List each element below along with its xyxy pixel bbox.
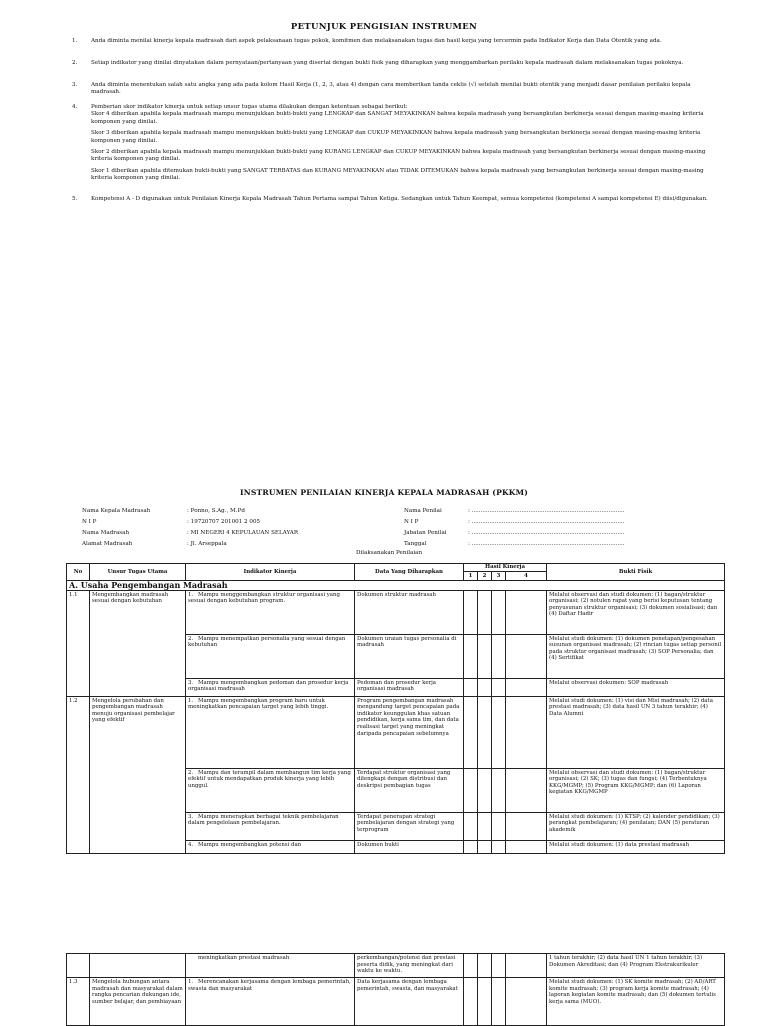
instruction-number: 5. [72, 196, 78, 202]
meta-row: Jabatan Penilai : ...................................................................................... [404, 530, 625, 536]
row-indikator: meningkatkan prestasi madrasah [186, 954, 355, 978]
row-bukti: Melalui observasi dan studi dokumen: (1) bagan/struktur organisasi; (2) SK; (3) tugas dan fungsi; (4) Terbentuknya KKG/MGMP; (5) Program KKG/MGMP; dan (6) Laporan kegiatan KKG/MGMP [547, 768, 725, 812]
score-cell-4[interactable] [506, 978, 547, 1026]
score-cell-4[interactable] [506, 590, 547, 634]
instruction-number: 1. [72, 38, 78, 44]
row-data: Dokumen struktur madrasah [355, 590, 464, 634]
row-indikator: 3. Mampu menerapkan berbagai teknik pembelajaran dalam pengelolaan pembelajaran. [186, 812, 355, 840]
score-cell-3[interactable] [492, 840, 506, 853]
instruction-item-3 [72, 82, 722, 97]
score-cell-4[interactable] [506, 696, 547, 768]
row-bukti: Melalui studi dokumen: (1) SK komite madrasah; (2) AD/ART komite madrasah; (3) program kerja komite madrasah; (4) laporan kegiatan komite madrasah; dan (5) dokumen tertulis kerja sama (MUO). [547, 978, 725, 1026]
section-row [67, 581, 725, 591]
score-4-text: Skor 4 diberikan apabila kepala madrasah mampu menunjukkan bukti-bukti yang LENGKAP dan SANGAT MEYAKINKAN bahwa kepala madrasah yang bersangkutan berkinerja sesuai dengan masing-masing kriteria komponen yang dinilai. [91, 111, 704, 125]
score-cell-3[interactable] [492, 978, 506, 1026]
assessment-title: INSTRUMEN PENILAIAN KINERJA KEPALA MADRASAH (PKKM) [239, 488, 528, 497]
score-col-2: 2 [478, 572, 492, 581]
instruction-number: 3. [72, 82, 78, 88]
instruction-item-1 [72, 38, 722, 45]
row-number: 1.3 [67, 978, 90, 1026]
meta-row: Alamat Madrasah : Jl. Arseppala [82, 541, 227, 547]
row-indikator: 2. Mampu dan terampil dalam membangun tim kerja yang efektif untuk mendapatkan produk kinerja yang lebih unggul. [186, 768, 355, 812]
table-header-row [67, 564, 725, 572]
row-data: Pedoman dan prosedur kerja organisasi madrasah [355, 678, 464, 696]
meta-row: Nama Kepala Madrasah : Ponno, S.Ag., M.Pd [82, 508, 245, 514]
row-unsur: Mengelola hubungan antara madrasah dan masyarakat dalam rangka pencarian dukungan ide, sumber belajar, dan pembiayaan [90, 978, 186, 1026]
col-header-unsur: Unsur Tugas Utama [90, 564, 186, 581]
score-cell-3[interactable] [492, 768, 506, 812]
col-header-data: Data Yang Diharapkan [355, 564, 464, 581]
instruction-text: Kompetensi A - D digunakan untuk Penilaian Kinerja Kepala Madrasah Tahun Pertama sampai Tahun Ketiga. Sedangkan untuk Tahun Keempat, semua kompetensi (kompetensi A sampai kompetensi E) diisi/digunakan. [91, 196, 708, 202]
row-unsur: Mengembangkan madrasah sesuai dengan kebutuhan [90, 590, 186, 696]
score-cell-1[interactable] [464, 696, 478, 768]
score-cell-4[interactable] [506, 840, 547, 853]
instruction-number: 4. [72, 104, 78, 110]
instructions-title: PETUNJUK PENGISIAN INSTRUMEN [290, 22, 478, 32]
score-cell-2[interactable] [478, 840, 492, 853]
row-data: Terdapat penerapan strategi pembelajaran dengan strategi yang terprogram [355, 812, 464, 840]
row-bukti: Melalui observasi dan studi dokumen: (1) bagan/struktur organisasi; (2) notulen rapat yang berisi keputusan tentang penyusunan struktur organisasi; (3) dokumen sosialisasi; dan (4) Daftar Hadir [547, 590, 725, 634]
row-bukti: Melalui studi dokumen: (1) dokumen penetapan/pengesahan susunan organisasi madrasah; (2) rincian tugas setiap personil pada struktur organisasi madrasah; (3) SOP Personalia; dan (4) Sertifikat [547, 634, 725, 678]
score-cell-1[interactable] [464, 954, 478, 978]
row-bukti: Melalui studi dokumen: (1) data prestasi madrasah [547, 840, 725, 853]
score-col-1: 1 [464, 572, 478, 581]
score-cell-4[interactable] [506, 678, 547, 696]
score-cell-1[interactable] [464, 678, 478, 696]
score-cell-3[interactable] [492, 954, 506, 978]
col-header-bukti: Bukti Fisik [547, 564, 725, 581]
table-row [67, 696, 725, 768]
col-header-no: No [67, 564, 90, 581]
row-indikator: 3. Mampu mengembangkan pedoman dan prosedur kerja organisasi madrasah [186, 678, 355, 696]
table-row [67, 978, 725, 1026]
col-header-hasil: Hasil Kinerja [464, 564, 547, 572]
row-number: 1.1 [67, 590, 90, 696]
instruction-text: Pemberian skor indikator kinerja untuk setiap unsur tugas utama dilakukan dengan ketentuan sebagai berikut: [91, 104, 408, 110]
score-3-text: Skor 3 diberikan apabila kepala madrasah mampu menunjukkan bukti-bukti yang LENGKAP dan CUKUP MEYAKINKAN bahwa kepala madrasah yang bersangkutan berkinerja sesuai dengan masing-masing kriteria komponen yang dinilai. [91, 130, 701, 144]
row-bukti: Melalui studi dokumen: (1) visi dan Misi madrasah; (2) data prestasi madrasah; (3) data hasil UN 3 tahun terakhir; (4) Data Alumni [547, 696, 725, 768]
score-cell-4[interactable] [506, 954, 547, 978]
score-cell-1[interactable] [464, 634, 478, 678]
score-cell-2[interactable] [478, 590, 492, 634]
score-cell-2[interactable] [478, 678, 492, 696]
score-cell-3[interactable] [492, 812, 506, 840]
row-data: Dokumen uraian tugas personalia di madrasah [355, 634, 464, 678]
score-cell-4[interactable] [506, 634, 547, 678]
instruction-item-2 [72, 60, 722, 67]
row-data: Terdapat struktur organisasi yang dilengkapi dengan distribusi dan deskripsi pembagian tugas [355, 768, 464, 812]
assessment-table [66, 563, 725, 854]
row-number: 1.2 [67, 696, 90, 853]
score-1-text: Skor 1 diberikan apabila ditemukan bukti-bukti yang SANGAT TERBATAS dan KURANG MEYAKINKAN atau TIDAK DITEMUKAN bahwa kepala madrasah yang bersangkutan berkinerja sesuai dengan masing-masing kriteria komponen yang dinilai. [91, 167, 704, 182]
score-cell-1[interactable] [464, 978, 478, 1026]
instruction-text: Setiap indikator yang dinilai dinyatakan dalam pernyataan/pertanyaan yang disertai dengan bukti fisik yang diharapkan yang menggambarkan perilaku kepala madrasah dalam melaksanakan tugas pokoknya. [91, 60, 684, 66]
instruction-text: Anda diminta menentukan salah satu angka yang ada pada kolom Hasil Kerja (1, 2, 3, atau 4) dengan cara memberikan tanda ceklis (√) setelah menilai bukti otentik yang menjadi dasar penilaian perilaku kepala madrasah. [91, 82, 691, 96]
row-bukti: Melalui observasi dokumen: SOP madrasah [547, 678, 725, 696]
score-cell-4[interactable] [506, 768, 547, 812]
score-cell-2[interactable] [478, 768, 492, 812]
score-cell-4[interactable] [506, 812, 547, 840]
meta-row: Tanggal : ...................................................................................... [404, 541, 625, 547]
score-cell-3[interactable] [492, 634, 506, 678]
score-2-text: Skor 2 diberikan apabila kepala madrasah mampu menunjukkan bukti-bukti yang KURANG LENGKAP dan CUKUP MEYAKINKAN bahwa kepala madrasah yang bersangkutan berkinerja sesuai dengan masing-masing kriteria komponen yang dinilai. [91, 149, 706, 163]
score-cell-2[interactable] [478, 696, 492, 768]
row-unsur: Mengelola perubahan dan pengembangan madrasah menuju organisasi pembelajar yang efektif [90, 696, 186, 853]
table-row [67, 590, 725, 634]
meta-row: Nama Penilai : ...................................................................................... [404, 508, 625, 514]
principal-meta [82, 508, 298, 548]
instruction-number: 2. [72, 60, 78, 66]
row-data: Program pengembangan madrasah mengandung target pencapaian pada indikator keunggulan khas satuan pendidikan, kerja sama tim, dan data realisasi target yang meningkat daripada pencapaian sebelumnya [355, 696, 464, 768]
score-cell-1[interactable] [464, 840, 478, 853]
score-col-4: 4 [506, 572, 547, 581]
section-a-heading: A. Usaha Pengembangan Madrasah [67, 581, 725, 591]
row-indikator: 1. Merencanakan kerjasama dengan lembaga pemerintah, swasta dan masyarakat [186, 978, 355, 1026]
row-indikator: 2. Mampu menempatkan personalia yang sesuai dengan kebutuhan [186, 634, 355, 678]
meta-row: N I P : ...................................................................................... [404, 519, 625, 525]
score-cell-3[interactable] [492, 696, 506, 768]
instruction-item-5 [72, 196, 722, 203]
row-bukti: Melalui studi dokumen: (1) KTSP; (2) kalender pendidikan; (3) perangkat pembelajaran; (4) penilaian; DAN (5) peraturan akademik [547, 812, 725, 840]
assessment-date-label: Dilaksanakan Penilaian [356, 550, 423, 556]
row-bukti: 1 tahun terakhir; (2) data hasil UN 1 tahun terakhir; (3) Dokumen Akreditasi; dan (4) Program Ekstrakurikuler [547, 954, 725, 978]
score-col-3: 3 [492, 572, 506, 581]
score-cell-2[interactable] [478, 812, 492, 840]
instruction-item-4 [72, 104, 722, 187]
score-cell-2[interactable] [478, 634, 492, 678]
row-data: Dokumen bukti [355, 840, 464, 853]
score-cell-1[interactable] [464, 768, 478, 812]
score-cell-2[interactable] [478, 954, 492, 978]
score-cell-3[interactable] [492, 678, 506, 696]
assessment-table-continued [66, 953, 725, 1026]
row-indikator: 1. Mampu mengembangkan program baru untuk meningkatkan pencapaian target yang lebih tinggi. [186, 696, 355, 768]
score-cell-2[interactable] [478, 978, 492, 1026]
score-cell-1[interactable] [464, 812, 478, 840]
meta-row: N I P : 19720707 201001 2 005 [82, 519, 261, 525]
row-data: Data kerjasama dengan lembaga pemerintah, swasta, dan masyarakat [355, 978, 464, 1026]
row-indikator: 1. Mampu menggembangkan struktur organisasi yang sesuai dengan kebutuhan program. [186, 590, 355, 634]
table-row [67, 954, 725, 978]
meta-row: Nama Madrasah : MI NEGERI 4 KEPULAUAN SELAYAR [82, 530, 299, 536]
col-header-indikator: Indikator Kinerja [186, 564, 355, 581]
score-cell-1[interactable] [464, 590, 478, 634]
row-data: perkembangan/potensi dan prestasi peserta didik, yang meningkat dari waktu ke waktu. [355, 954, 464, 978]
row-indikator: 4. Mampu mengembangkan potensi dan [186, 840, 355, 853]
assessor-meta [404, 508, 625, 548]
score-cell-3[interactable] [492, 590, 506, 634]
instruction-text: Anda diminta menilai kinerja kepala madrasah dari aspek pelaksanaan tugas pokok, komitmen dan melaksanakan tugas dan hasil kerja yang tercermin pada Indikator Kerja dan Data Otentik yang ada. [91, 38, 662, 44]
